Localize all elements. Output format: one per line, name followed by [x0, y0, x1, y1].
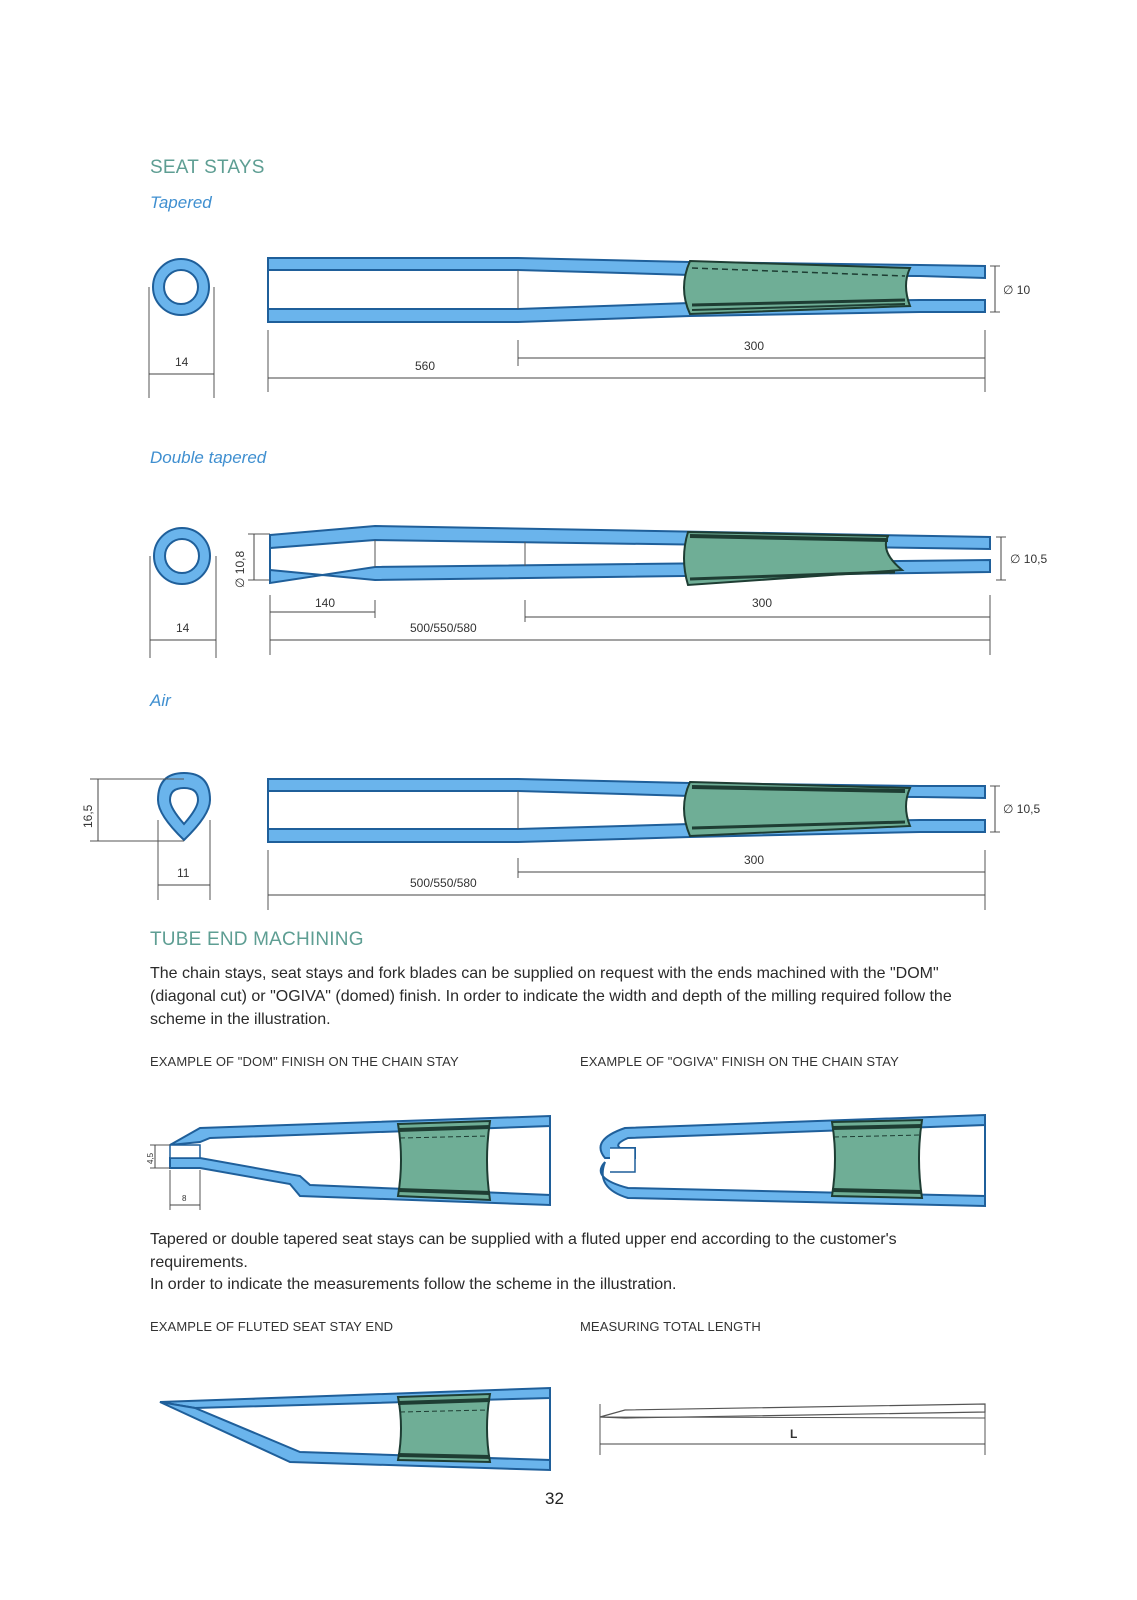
air-dim-taper: 300: [744, 853, 765, 867]
double-tapered-drawing: [150, 526, 1047, 658]
section-title-tube-end-machining: TUBE END MACHINING: [150, 929, 364, 950]
machining-paragraph: The chain stays, seat stays and fork blades can be supplied on request with the ends machined with the "DOM" (diagonal cut) or "OGIVA" (domed) finish. In order to indicate the width and depth of the milling required follow the scheme in the illustration.: [150, 965, 952, 1028]
caption-fluted-seat-stay: EXAMPLE OF FLUTED SEAT STAY END: [150, 1319, 394, 1334]
ogiva-finish-drawing: [601, 1115, 986, 1206]
air-drawing: [81, 773, 1040, 910]
double-tapered-dim-first: 140: [315, 596, 336, 610]
section-title-seat-stays: SEAT STAYS: [150, 157, 265, 178]
tapered-dim-end-diameter: ∅ 10: [1003, 283, 1031, 297]
tapered-dim-length: 560: [415, 359, 436, 373]
caption-measuring-length: MEASURING TOTAL LENGTH: [580, 1319, 761, 1334]
double-tapered-dim-length: 500/550/580: [410, 621, 477, 635]
air-dim-end-diameter: ∅ 10,5: [1003, 802, 1041, 816]
air-dim-height: 16,5: [81, 804, 95, 828]
subheading-double-tapered: Double tapered: [150, 448, 267, 467]
tapered-dim-taper: 300: [744, 339, 765, 353]
subheading-air: Air: [150, 691, 171, 710]
dom-dim-depth: 4,5: [146, 1152, 155, 1164]
fluted-paragraph-2: In order to indicate the measurements follow the scheme in the illustration.: [150, 1276, 677, 1293]
caption-ogiva-finish: EXAMPLE OF "OGIVA" FINISH ON THE CHAIN STAY: [580, 1054, 899, 1069]
double-tapered-dim-taper: 300: [752, 596, 773, 610]
dom-finish-drawing: [146, 1116, 550, 1210]
double-tapered-dim-inner: ∅ 10,8: [233, 550, 247, 588]
double-tapered-dim-end-diameter: ∅ 10,5: [1010, 552, 1048, 566]
tapered-drawing: [149, 258, 1030, 398]
fluted-seat-stay-drawing: [160, 1388, 550, 1470]
page-number: 32: [545, 1489, 564, 1508]
subheading-tapered: Tapered: [150, 193, 212, 212]
measuring-label-l: L: [790, 1427, 798, 1441]
double-tapered-dim-diameter: 14: [176, 621, 190, 635]
tapered-dim-diameter: 14: [175, 355, 189, 369]
air-dim-width: 11: [177, 866, 190, 880]
measuring-length-drawing: [600, 1404, 985, 1455]
fluted-paragraph-1: Tapered or double tapered seat stays can be supplied with a fluted upper end according to the customer's requirements.: [150, 1231, 897, 1271]
air-dim-length: 500/550/580: [410, 876, 477, 890]
caption-dom-finish: EXAMPLE OF "DOM" FINISH ON THE CHAIN STAY: [150, 1054, 459, 1069]
dom-dim-width: 8: [182, 1194, 187, 1203]
